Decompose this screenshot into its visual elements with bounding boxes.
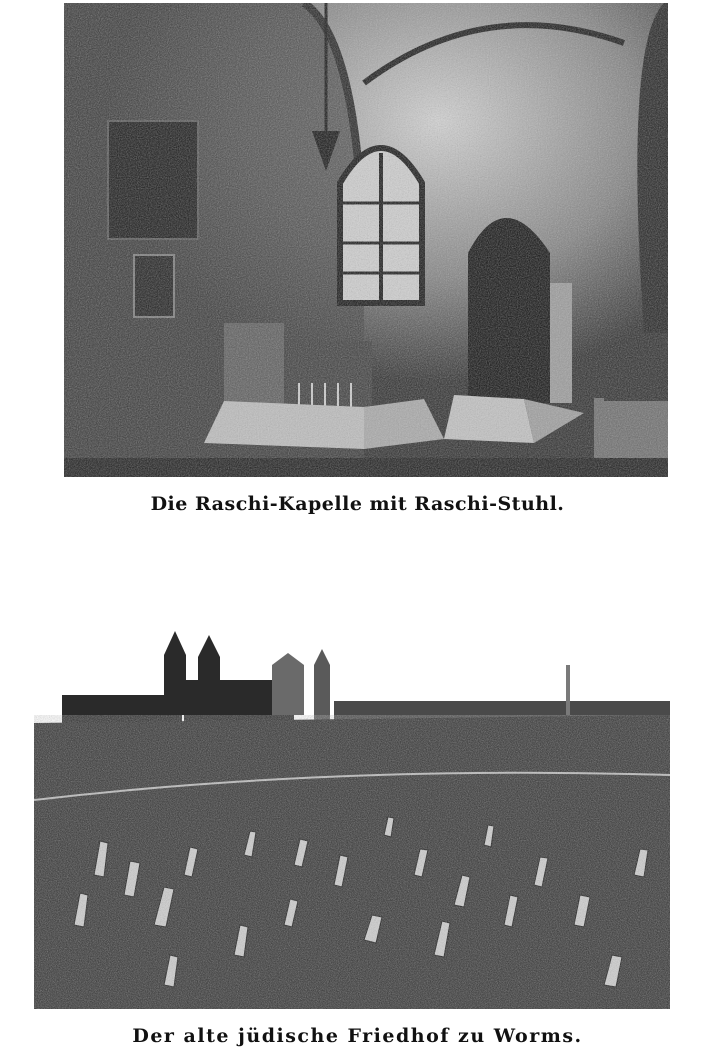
caption-raschi-chapel: Die Raschi-Kapelle mit Raschi-Stuhl. xyxy=(150,493,565,515)
photo-jewish-cemetery-worms xyxy=(34,625,670,1009)
chapel-interior-illustration xyxy=(64,3,668,477)
cemetery-landscape-illustration xyxy=(34,625,670,1009)
caption-jewish-cemetery-worms: Der alte jüdische Friedhof zu Worms. xyxy=(132,1025,583,1047)
photo-raschi-chapel xyxy=(64,3,668,477)
